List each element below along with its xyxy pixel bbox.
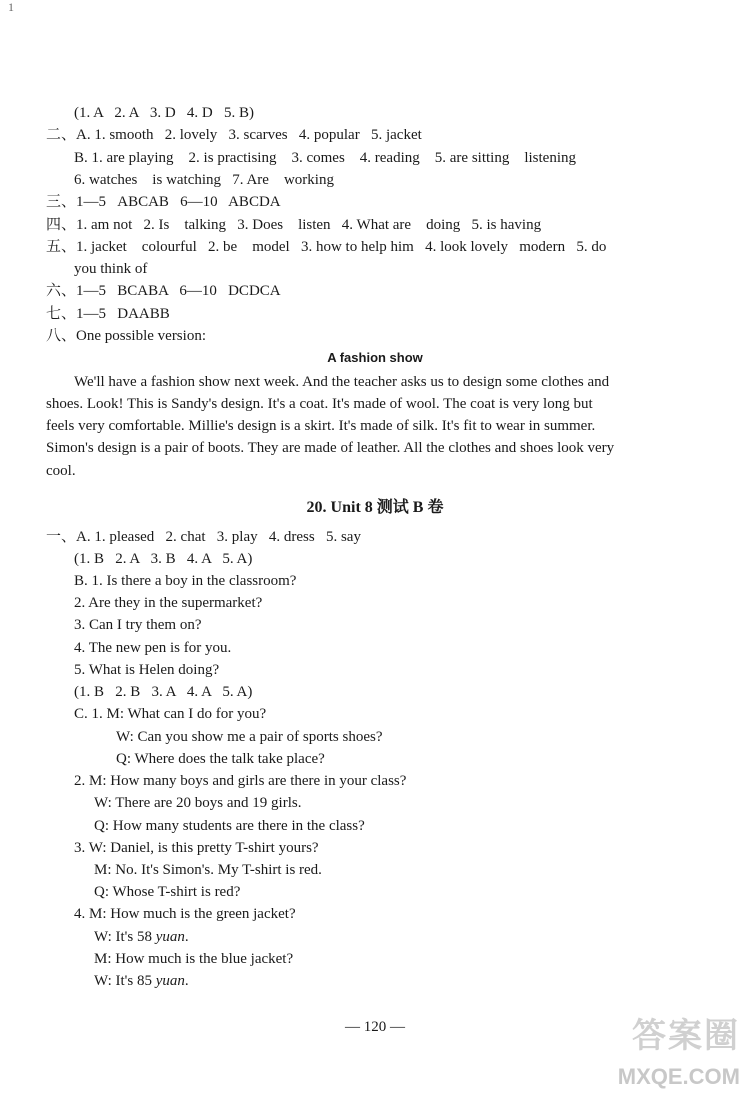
answer-line: Q: Whose T-shirt is red? [94, 884, 241, 900]
answer-line: 3. W: Daniel, is this pretty T-shirt yours? [74, 840, 319, 856]
watermark [594, 1002, 744, 1092]
answer-line: M: No. It's Simon's. My T-shirt is red. [94, 862, 322, 878]
answer-line: (1. B 2. A 3. B 4. A 5. A) [74, 551, 253, 567]
answer-line: 2. Are they in the supermarket? [74, 595, 263, 611]
answer-line: 三、1—5 ABCAB 6—10 ABCDA [46, 194, 281, 210]
answer-line: 二、A. 1. smooth 2. lovely 3. scarves 4. popular 5. jacket [46, 127, 422, 143]
answer-line: B. 1. Is there a boy in the classroom? [74, 573, 297, 589]
answer-line: B. 1. are playing 2. is practising 3. comes 4. reading 5. are sitting listening [74, 150, 576, 166]
essay-line: shoes. Look! This is Sandy's design. It's a coat. It's made of wool. The coat is very long but [46, 396, 593, 412]
page-number: — 120 — [345, 1019, 405, 1035]
answer-line: C. 1. M: What can I do for you? [74, 706, 267, 722]
answer-line: W: Can you show me a pair of sports shoes? [116, 729, 383, 745]
answer-line: 3. Can I try them on? [74, 617, 202, 633]
period: . [184, 973, 189, 989]
answer-line: W: There are 20 boys and 19 girls. [94, 795, 302, 811]
corner-mark: 1 [8, 0, 14, 14]
answer-line: 4. The new pen is for you. [74, 640, 232, 656]
watermark-logo: 答案圈 [632, 1017, 740, 1055]
answer-line: 五、1. jacket colourful 2. be model 3. how to help him 4. look lovely modern 5. do [46, 239, 607, 255]
watermark-site: MXQE.COM [617, 1064, 740, 1089]
period: . [184, 929, 189, 945]
answer-line: 6. watches is watching 7. Are working [74, 172, 334, 188]
answer-line: M: How much is the blue jacket? [94, 951, 294, 967]
answer-line: 一、A. 1. pleased 2. chat 3. play 4. dress 5. say [46, 529, 361, 545]
answer-line [94, 927, 189, 947]
answer-line: 四、1. am not 2. Is talking 3. Does listen 4. What are doing 5. is having [46, 217, 542, 233]
answer-line: you think of [74, 261, 148, 277]
section-heading: 20. Unit 8 测试 B 卷 [306, 499, 444, 516]
answer-line: Q: Where does the talk take place? [116, 751, 325, 767]
answer-line: 2. M: How many boys and girls are there in your class? [74, 773, 407, 789]
answer-line [94, 971, 189, 991]
yuan-word: yuan [155, 929, 185, 945]
answer-line: Q: How many students are there in the class? [94, 818, 365, 834]
answer-line: 5. What is Helen doing? [74, 662, 220, 678]
answer-line: 七、1—5 DAABB [46, 306, 170, 322]
essay-line: feels very comfortable. Millie's design is a skirt. It's made of silk. It's fit to wear in summer. [46, 418, 596, 434]
essay-title: A fashion show [327, 350, 423, 365]
answer-text: W: It's 85 [94, 973, 156, 989]
yuan-word: yuan [155, 973, 185, 989]
essay-line: cool. [46, 463, 76, 479]
answer-line: (1. A 2. A 3. D 4. D 5. B) [74, 105, 255, 121]
answer-line: (1. B 2. B 3. A 4. A 5. A) [74, 684, 253, 700]
answer-line: 八、One possible version: [46, 328, 206, 344]
essay-line: We'll have a fashion show next week. And the teacher asks us to design some clothes and [74, 374, 610, 390]
answer-line: 六、1—5 BCABA 6—10 DCDCA [46, 283, 281, 299]
answer-line: 4. M: How much is the green jacket? [74, 906, 296, 922]
essay-line: Simon's design is a pair of boots. They are made of leather. All the clothes and shoes look very [46, 440, 615, 456]
answer-text: W: It's 58 [94, 929, 156, 945]
